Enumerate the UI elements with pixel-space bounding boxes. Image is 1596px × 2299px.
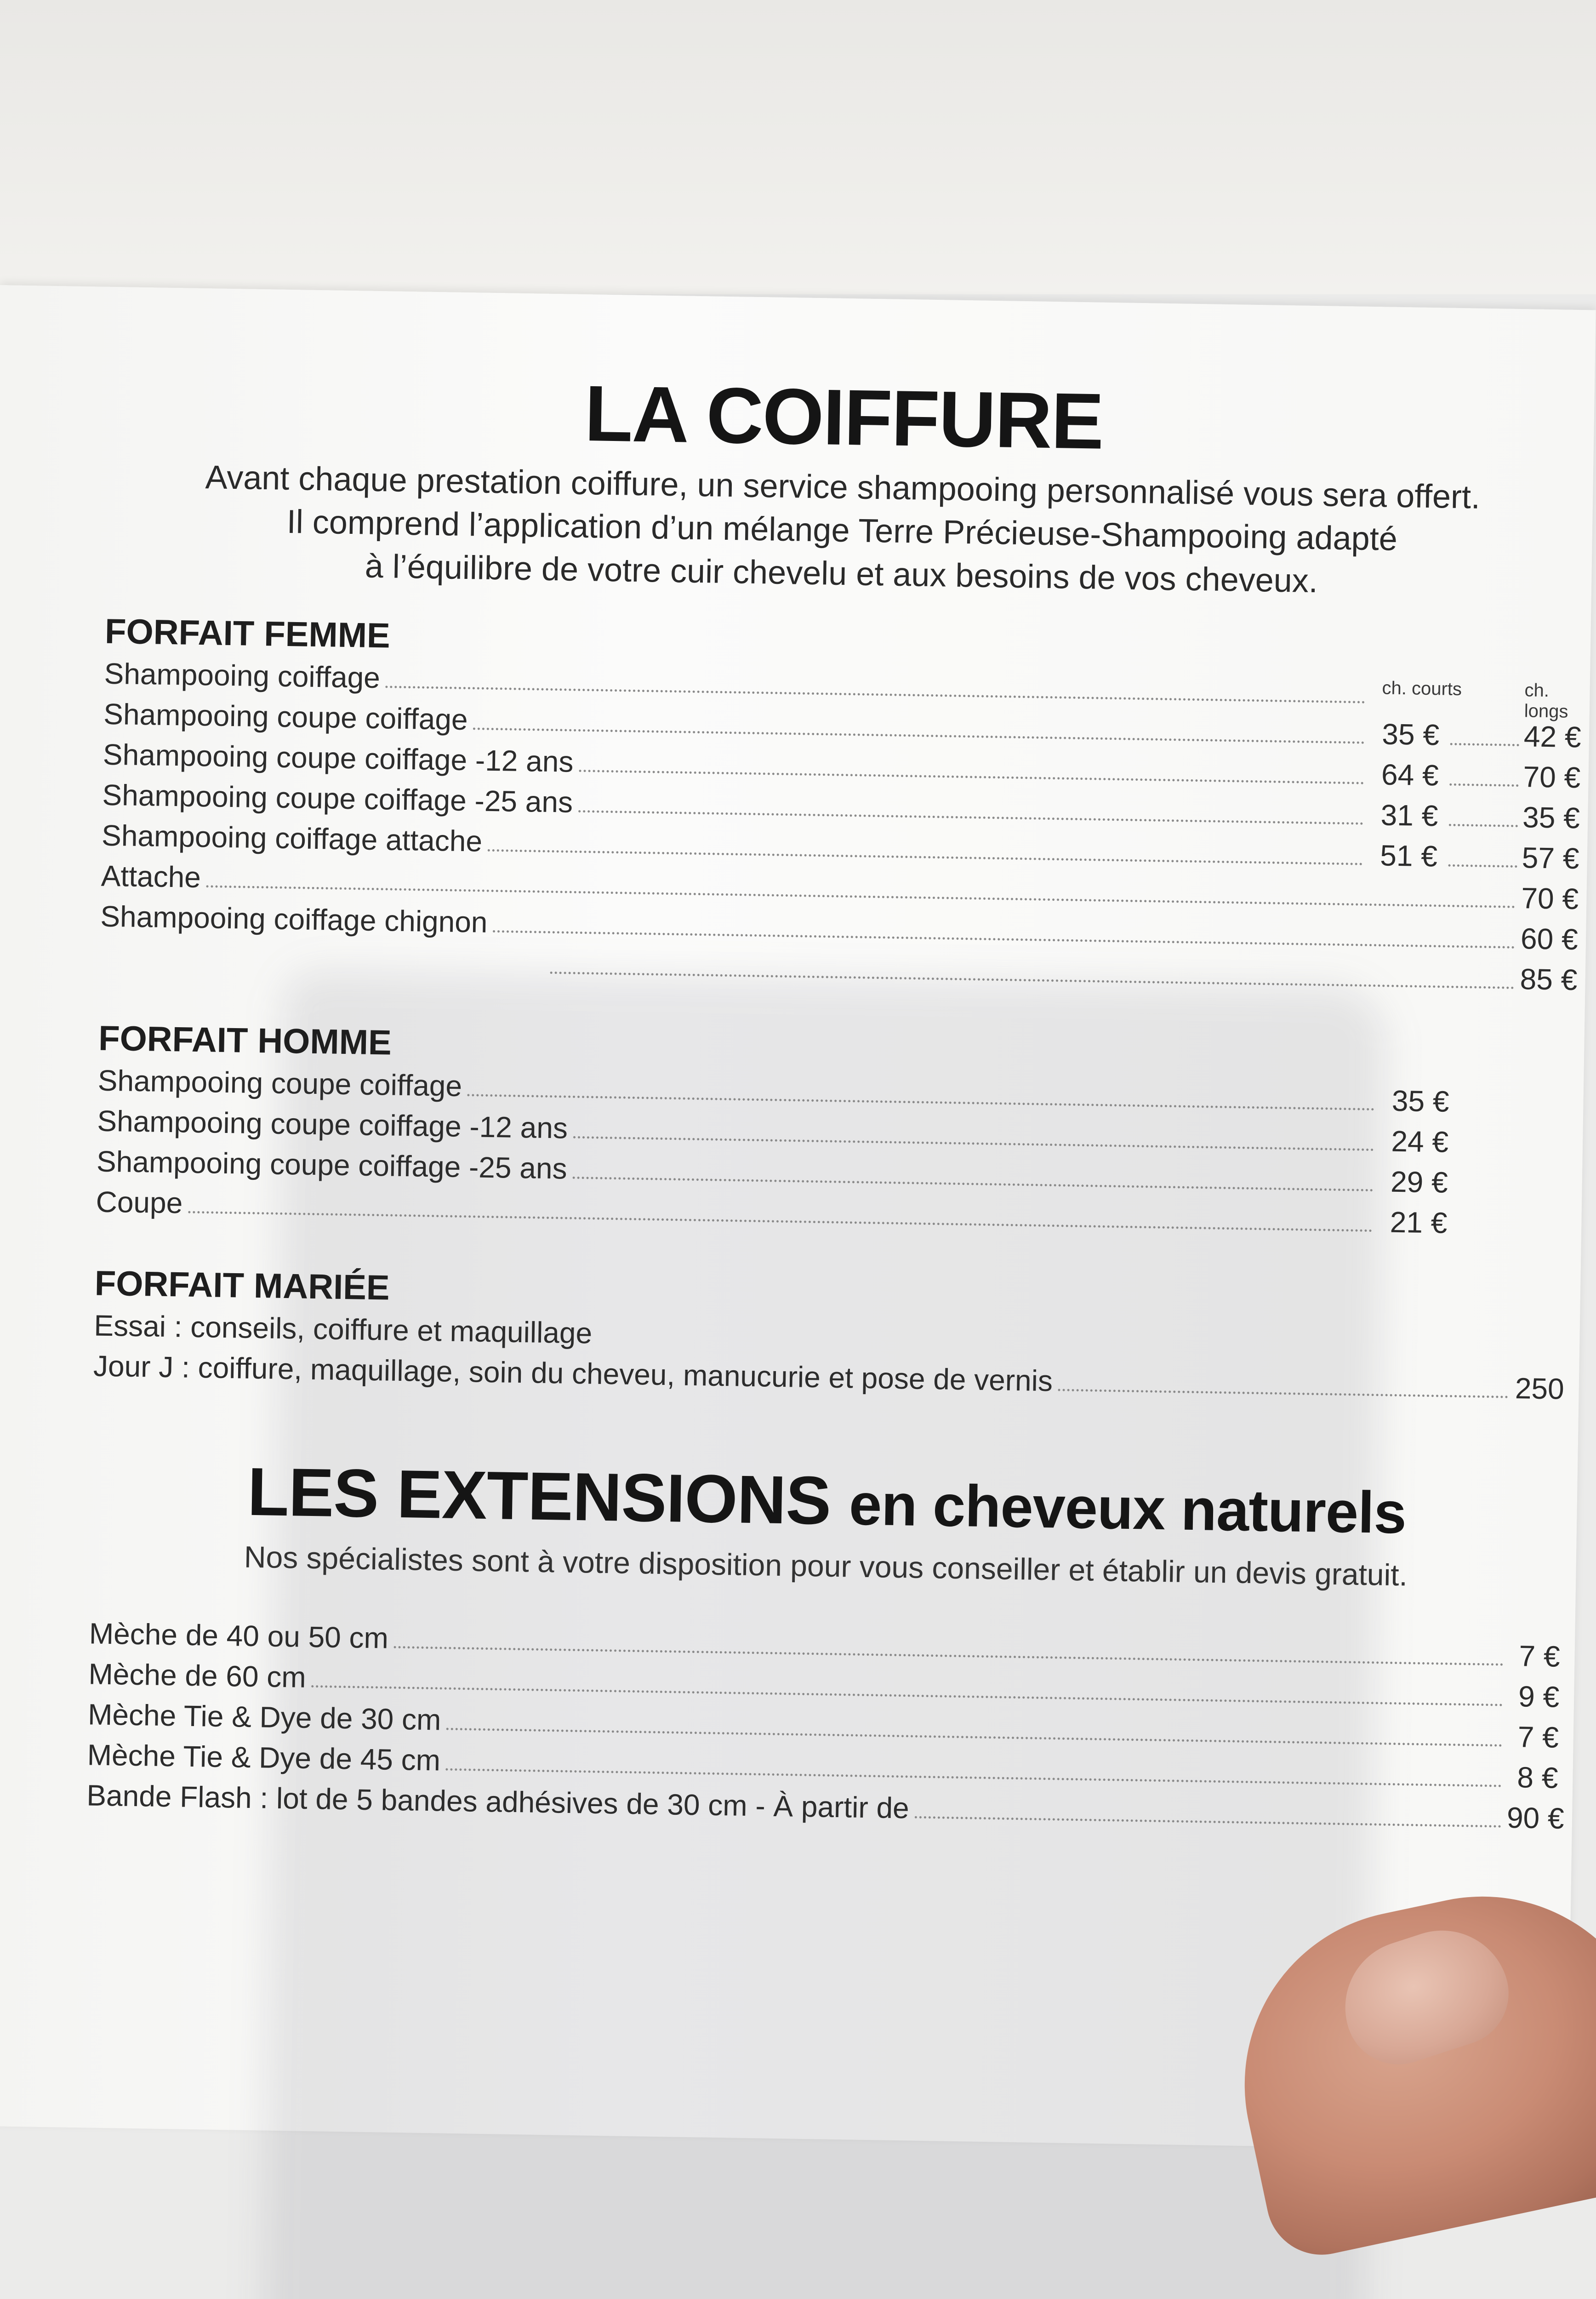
item-price-long: 35 € — [1522, 801, 1580, 835]
item-price-long: 57 € — [1522, 841, 1579, 875]
forfait-femme-section — [99, 612, 1582, 1000]
leader-dots — [1449, 783, 1518, 787]
item-label: Mèche de 60 cm — [88, 1657, 307, 1694]
leader-dots — [1450, 743, 1519, 746]
background-wall — [0, 0, 1596, 294]
extensions-title-rest: en cheveux naturels — [849, 1471, 1407, 1546]
leader-dots — [573, 1136, 1374, 1151]
item-label: Shampooing coupe coiffage — [97, 1064, 462, 1103]
leader-dots — [578, 810, 1363, 825]
item-price-short: 64 € — [1381, 758, 1439, 792]
item-price-long: 85 € — [1520, 962, 1578, 997]
item-price: 90 € — [1506, 1801, 1565, 1835]
item-price: 250 — [1515, 1372, 1565, 1406]
item-label: Jour J : coiffure, maquillage, soin du cheveu, manucurie et pose de vernis — [93, 1349, 1053, 1398]
extensions-subtitle: Nos spécialistes sont à votre disposition pour vous conseiller et établir un devis gratuit. — [244, 1539, 1408, 1592]
forfait-femme-title: FORFAIT FEMME — [104, 612, 391, 656]
column-header-short: ch. courts — [1382, 678, 1462, 700]
leader-dots — [1448, 864, 1517, 868]
leader-dots — [488, 849, 1363, 865]
item-label: Shampooing coiffage chignon — [100, 899, 488, 939]
leader-dots — [1058, 1389, 1508, 1398]
forfait-homme-title: FORFAIT HOMME — [98, 1018, 392, 1063]
item-label: Shampooing coupe coiffage — [103, 697, 468, 737]
extensions-list — [86, 1613, 1565, 1838]
page-content — [86, 360, 1580, 1839]
item-price: 21 € — [1390, 1205, 1448, 1240]
item-price: 9 € — [1518, 1680, 1560, 1714]
item-price-short: 51 € — [1379, 839, 1438, 873]
forfait-homme-section — [96, 1018, 1570, 1245]
leader-dots — [579, 770, 1364, 784]
leader-dots — [473, 727, 1365, 743]
leader-dots — [572, 1177, 1373, 1191]
item-label: Mèche de 40 ou 50 cm — [89, 1617, 389, 1655]
item-price: 29 € — [1390, 1165, 1448, 1199]
leader-dots — [550, 972, 1515, 989]
item-price: 7 € — [1519, 1639, 1561, 1673]
item-price-long: 60 € — [1520, 922, 1579, 956]
item-label: Attache — [101, 859, 201, 894]
coiffure-title: LA COIFFURE — [584, 369, 1104, 466]
item-label: Mèche Tie & Dye de 30 cm — [87, 1698, 442, 1737]
item-price: 35 € — [1391, 1084, 1450, 1118]
item-price-short: 31 € — [1380, 798, 1438, 833]
item-label: Shampooing coupe coiffage -25 ans — [102, 778, 573, 819]
item-label: Mèche Tie & Dye de 45 cm — [87, 1738, 441, 1777]
column-header-long: ch. longs — [1524, 680, 1568, 722]
item-label: Bande Flash : lot de 5 bandes adhésives de 30 cm - À partir de — [86, 1779, 910, 1825]
item-label: Shampooing coiffage attache — [101, 818, 483, 858]
forfait-mariee-title: FORFAIT MARIÉE — [94, 1264, 390, 1308]
leader-dots — [467, 1094, 1375, 1110]
coiffure-intro — [106, 454, 1579, 607]
menu-page — [0, 285, 1596, 2151]
item-price: 7 € — [1517, 1720, 1559, 1754]
extensions-title-bold: LES EXTENSIONS — [247, 1453, 832, 1539]
leader-dots — [188, 1211, 1373, 1232]
item-label: Shampooing coiffage — [104, 657, 381, 695]
intro-line: Avant chaque prestation coiffure, un service shampooing personnalisé vous sera offert. — [205, 459, 1481, 516]
item-price: 8 € — [1516, 1761, 1558, 1795]
item-label: Shampooing coupe coiffage -12 ans — [97, 1104, 568, 1145]
item-price-long: 42 € — [1523, 720, 1582, 754]
leader-dots — [1449, 824, 1518, 827]
intro-line: Il comprend l’application d’un mélange Terre Précieuse-Shampooing adapté — [286, 503, 1398, 558]
item-price-long: 70 € — [1521, 881, 1579, 916]
extensions-title — [91, 1450, 1563, 1551]
item-price-short — [1371, 703, 1440, 704]
item-label: Coupe — [96, 1185, 183, 1220]
item-label: Shampooing coupe coiffage -12 ans — [103, 738, 574, 778]
leader-dots — [1451, 703, 1520, 706]
leader-dots — [914, 1816, 1501, 1828]
item-price-long: 70 € — [1523, 760, 1581, 795]
item-label: Essai : conseils, coiffure et maquillage — [93, 1309, 593, 1350]
item-price-short: 35 € — [1381, 717, 1440, 752]
item-label: Shampooing coupe coiffage -25 ans — [96, 1144, 568, 1185]
forfait-mariee-section — [93, 1264, 1566, 1409]
item-price: 24 € — [1391, 1124, 1449, 1159]
intro-line: à l’équilibre de votre cuir chevelu et aux besoins de vos cheveux. — [365, 548, 1318, 600]
